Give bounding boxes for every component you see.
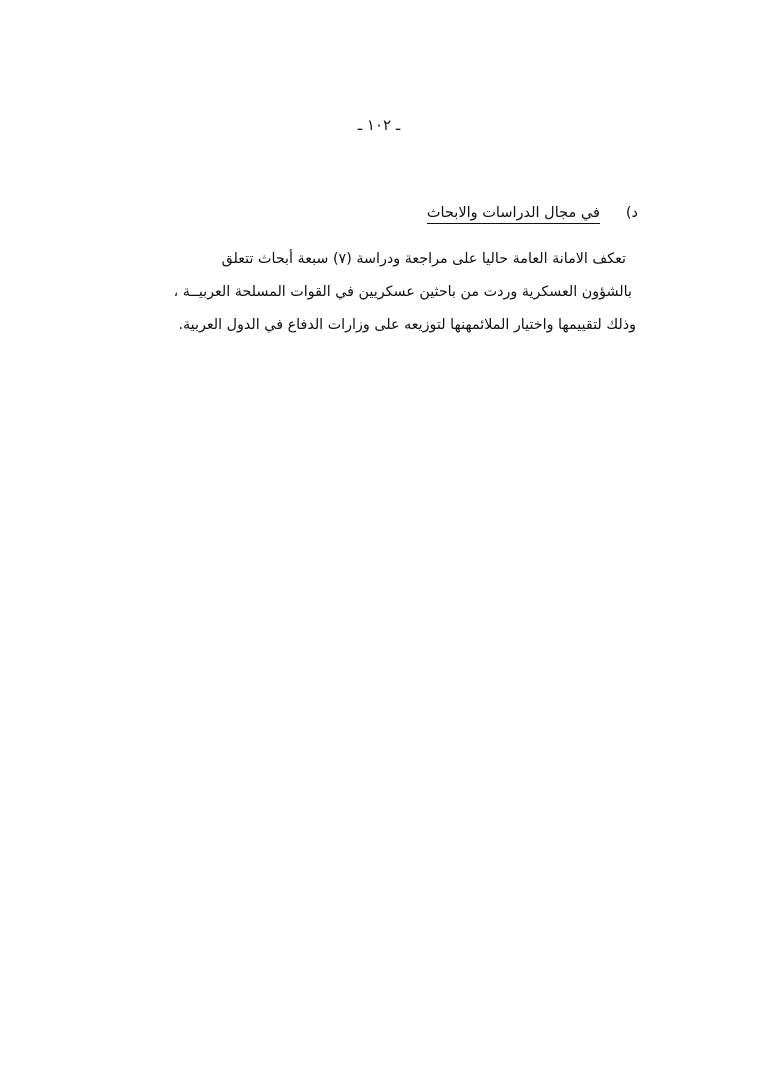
- section-title: في مجال الدراسات والابحاث: [427, 205, 600, 224]
- page-number: ـ ١٠٢ ـ: [357, 116, 401, 134]
- section-marker: د): [625, 205, 638, 221]
- section-heading: [427, 205, 638, 224]
- paragraph-line: تعكف الامانة العامة حاليا على مراجعة ودراسة (٧) سبعة أبحاث تتعلق: [221, 251, 626, 267]
- paragraph-line: بالشؤون العسكرية وردت من باحثين عسكريين في القوات المسلحة العربيــة ،: [173, 284, 632, 300]
- paragraph-line: وذلك لتقييمها واختيار الملائمهنها لتوزيعه على وزارات الدفاع في الدول العربية.: [178, 317, 636, 333]
- body-paragraph: [124, 251, 636, 333]
